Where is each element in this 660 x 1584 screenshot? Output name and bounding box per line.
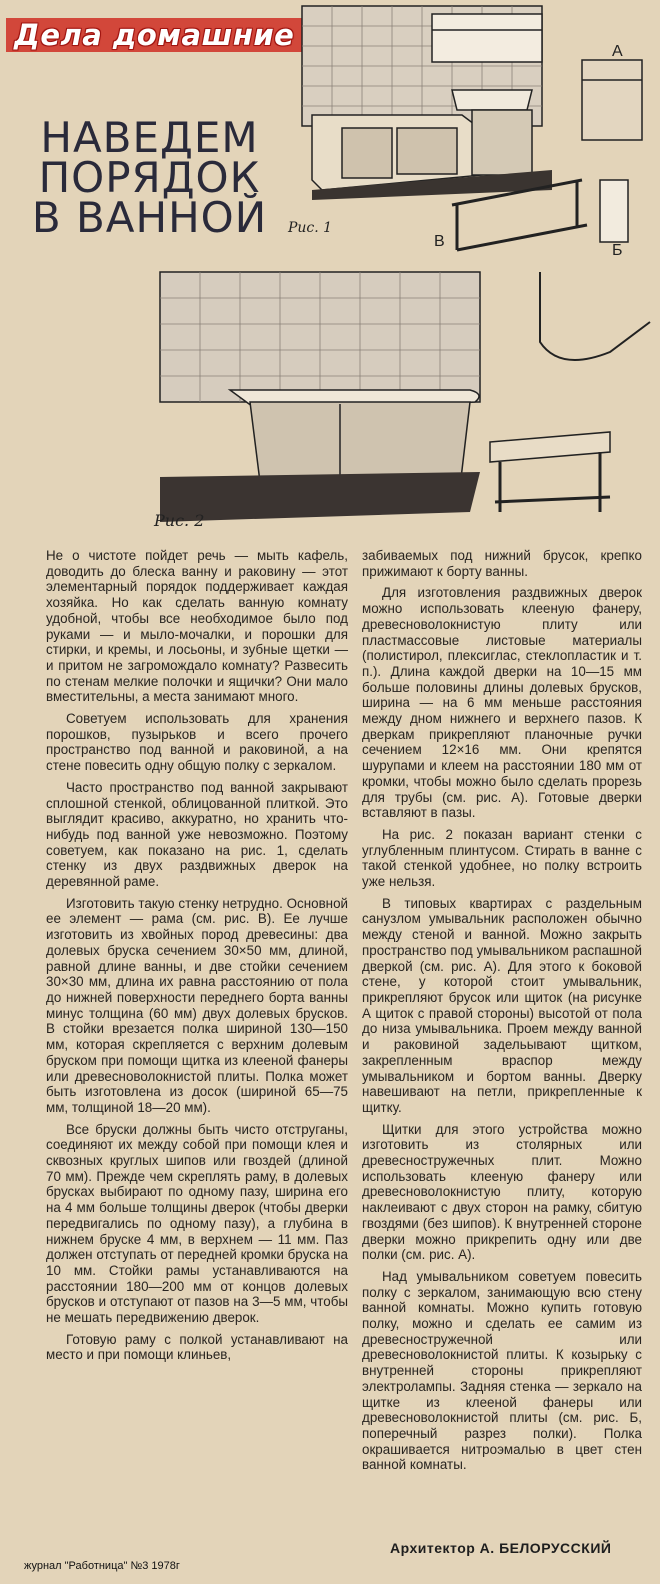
figure-2-illustration	[140, 262, 660, 542]
article-body	[0, 548, 660, 1548]
paragraph: Все бруски должны быть чисто отструганы, соединяют их между собой при помощи клея и сквозных круглых шипов или гвоздей (длиной 70 мм). Прежде чем скреплять раму, в долевых брусках выбирают по одному пазу, ширина его на 4 мм больше толщины дверок (чтобы дверки передвигались по одному пазу), а глубина в нижнем бруске 4 мм, в верхнем — 11 мм. Паз должен отступать от передней кромки бруска на 10 мм. Стойки рамы устанавливаются на расстоянии 180—200 мм от концов долевых брусков и отступают от пазов на 3—5 мм, чтобы не мешать передвижению дверок.	[46, 1121, 348, 1326]
paragraph: Не о чистоте пойдет речь — мыть кафель, доводить до блеска ванну и раковину — этот элементарный порядок поддерживает каждая хозяйка. Но как сделать ванную комнату удобной, чтобы все необходимое было под руками — и мыло-мочалки, и порошки для стирки, и кремы, и лосьоны, и зубные щетки — и притом не загромождало комнату? Развесить по стенам мелкие полочки и ящички? Они мало вместительны, а места занимают много.	[46, 548, 348, 705]
headline-line-3: В ВАННОЙ	[31, 193, 268, 242]
paragraph: Готовую раму с полкой устанавливают на место и при помощи клиньев,	[46, 1331, 348, 1363]
figure-2-caption: Рис. 2	[154, 511, 205, 530]
paragraph: Над умывальником советуем повесить полку с зеркалом, занимающую всю стену ванной комнаты. Можно купить готовую полку, можно и сделать ее самим из древесностружечной или древесноволокнистой плиты. К козырьку с внутренней стороны прикрепляют электролампы. Задняя стенка — зеркало на щитке из клееной фанеры или древесноволокнистой плиты (см. рис. Б, поперечный разрез полки). Полка окрашивается нитроэмалью в цвет стен ванной комнаты.	[362, 1268, 642, 1473]
figure-1-label-a: А	[612, 43, 623, 60]
figure-1-label-b: Б	[612, 242, 623, 259]
paragraph: В типовых квартирах с раздельным санузлом умывальник расположен обычно между стеной и ванной. Можно закрыть пространство под умывальником распашной дверкой (см. рис. А). Для этого к боковой стене, у которой стоит умывальник, прикрепляют брусок или щиток (на рисунке А щиток с правой стороны) высотой от пола до низа умывальника. Проем между ванной и раковиной задельывают щитком, закрепленным враспор между умывальником и бортом ванны. Дверку навешивают на петли, прикрепленные к щитку.	[362, 895, 642, 1115]
article-headline	[22, 113, 277, 242]
paragraph: забиваемых под нижний брусок, крепко прижимают к борту ванны.	[362, 548, 642, 579]
paragraph: Советуем использовать для хранения порошков, пузырьков и всего прочего пространство под ванной и раковиной, а на стене повесить одну общую полку с зеркалом.	[46, 711, 348, 774]
figure-1-illustration	[282, 0, 660, 262]
paragraph: Часто пространство под ванной закрывают сплошной стенкой, облицованной плиткой. Это выглядит красиво, аккуратно, но хранить что-нибудь под ванной уже невозможно. Поэтому советуем, как показано на рис. 1, сделать стенку из двух раздвижных дверок на деревянной раме.	[46, 779, 348, 890]
paragraph: Щитки для этого устройства можно изготовить из столярных или древесностружечных плит. Можно использовать клееную фанеру или древесноволокнистую плиту, которую наклеивают с двух сторон на рамку, сбитую гвоздями (без шипов). К внутренней стороне дверки можно прикрепить одну или две полки (см. рис. А).	[362, 1121, 642, 1263]
paragraph: На рис. 2 показан вариант стенки с углубленным плинтусом. Стирать в ванне с такой стенкой удобнее, но полку встроить уже нельзя.	[362, 826, 642, 890]
figure-1-label-v: В	[434, 233, 445, 250]
paragraph: Для изготовления раздвижных дверок можно использовать клееную фанеру, древесноволокнистую плиту или пластмассовые листовые материалы (полистирол, плексиглас, стеклопластик и т. п.). Длина каждой дверки на 10—15 мм больше половины длины долевых брусков, ширина — на 6 мм меньше расстояния между дном нижнего и верхнего пазов. К дверкам прикрепляют планочные ручки сечением 12×16 мм. Они крепятся шурупами и клеем на расстоянии 180 мм от кромки, чтобы можно было сделать прорезь для трубы (см. рис. А). Готовые дверки вставляют в пазы.	[362, 585, 642, 821]
paragraph: Изготовить такую стенку нетрудно. Основной ее элемент — рама (см. рис. В). Ее лучше изготовить из хвойных пород древесины: два долевых бруска сечением 30×50 мм, длиной, равной длине ванны, и две стойки сечением 30×30 мм, длина их равна расстоянию от пола до нижней поверхности переднего борта ванны минус толщина (60 мм) двух долевых брусков. В стойки врезается полка шириной 130—150 мм, которая скрепляется с верхним долевым бруском при помощи щитка из клееной фанеры или древесноволокнистой плиты. Полка может быть изготовлена из досок (шириной 65—75 мм, толщиной 18—20 мм).	[46, 895, 348, 1115]
article-column-1	[46, 548, 348, 1369]
headline-line-1: НАВЕДЕМ	[40, 113, 259, 162]
article-column-2	[362, 548, 642, 1479]
rubric-title: Дела домашние	[6, 18, 302, 52]
figure-1-caption: Рис. 1	[288, 220, 333, 236]
source-caption: журнал "Работница" №3 1978г	[24, 1560, 180, 1572]
headline-line-2: ПОРЯДОК	[38, 153, 261, 202]
article-author: Архитектор А. БЕЛОРУССКИЙ	[390, 1540, 612, 1556]
